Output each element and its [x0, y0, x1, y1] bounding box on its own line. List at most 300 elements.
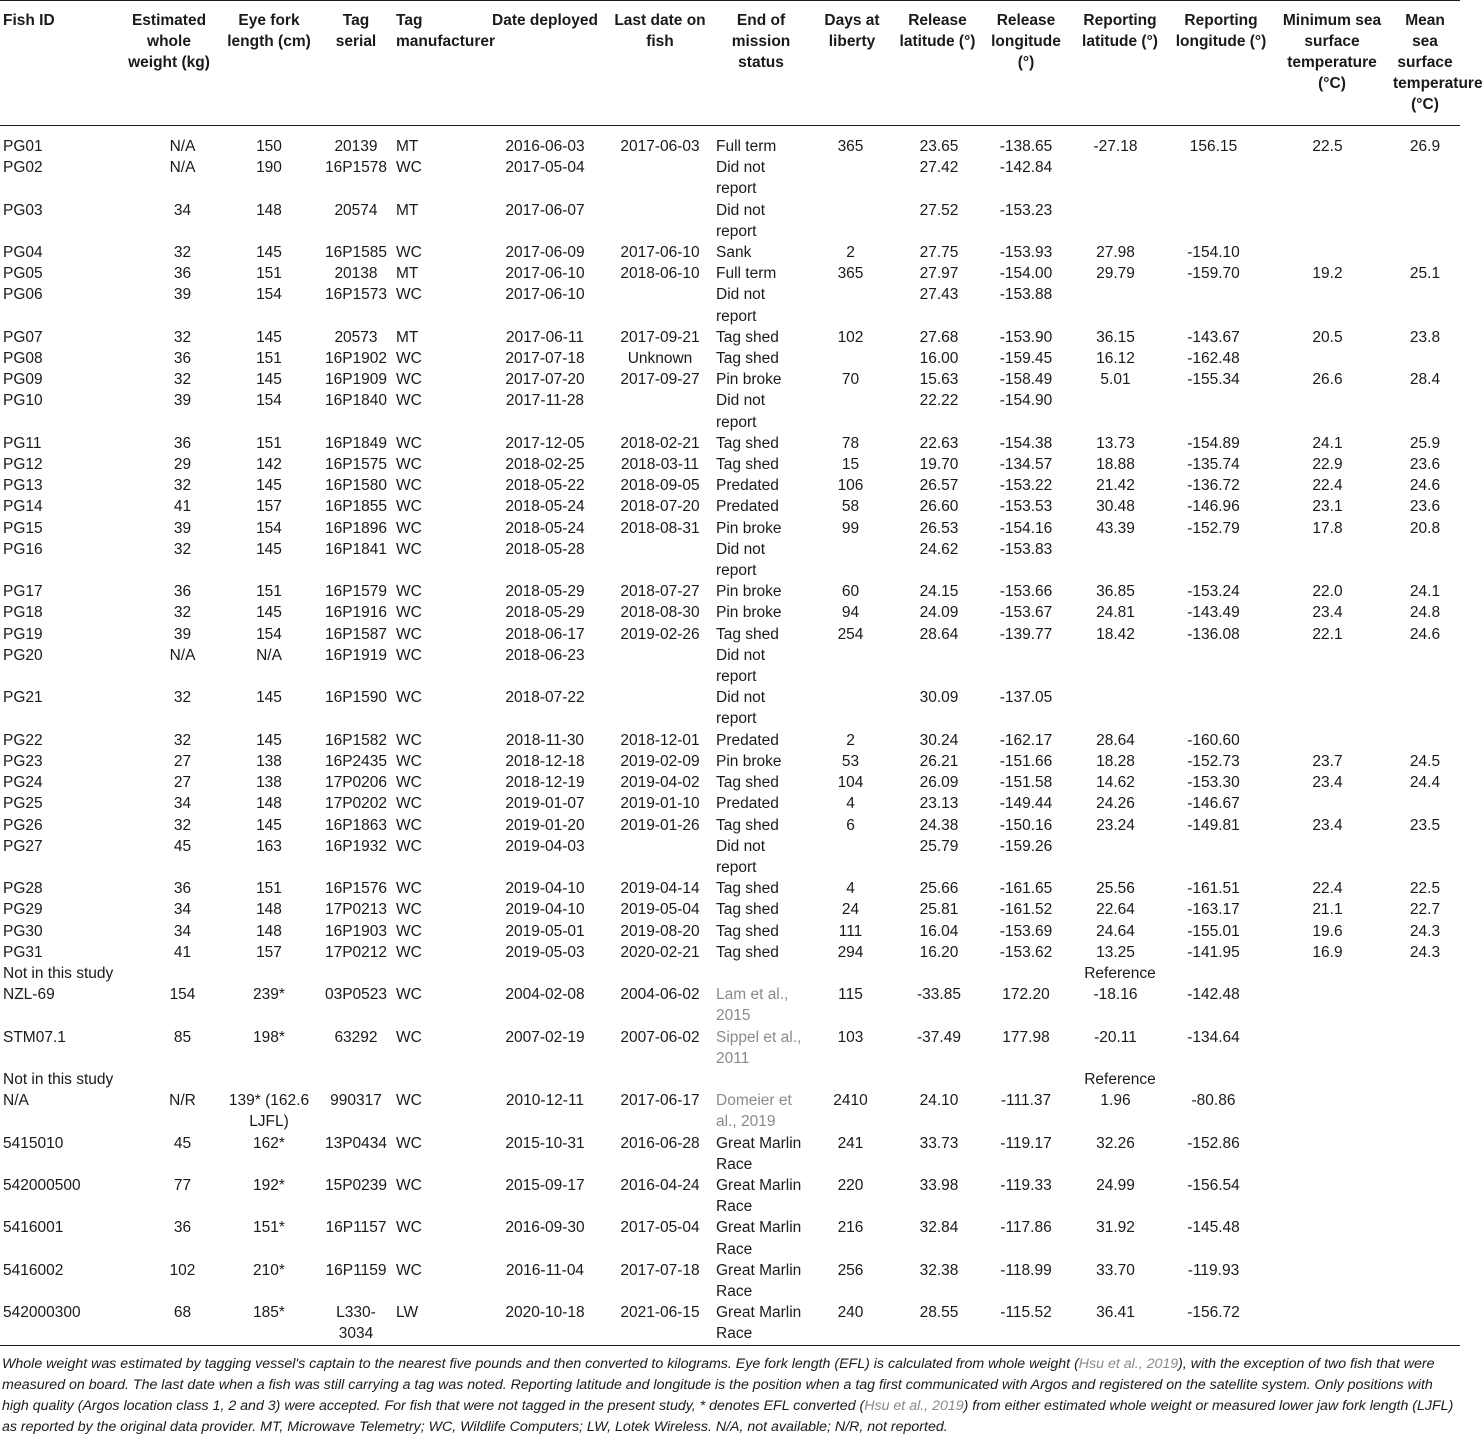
table-footnote — [0, 1346, 1460, 1438]
table-cell: -146.96 — [1187, 498, 1240, 516]
table-cell: 20.5 — [1312, 328, 1343, 346]
table-cell: 2018-06-10 — [620, 265, 700, 283]
table-cell: 2018-06-17 — [505, 625, 585, 643]
table-cell: 103 — [837, 1028, 864, 1046]
table-cell: 111 — [838, 922, 863, 940]
table-cell: -136.72 — [1187, 477, 1240, 495]
table-cell: 365 — [837, 138, 864, 155]
table-cell: -160.60 — [1187, 731, 1240, 749]
empty-cell — [1274, 1090, 1390, 1132]
table-cell: 16P1580 — [324, 477, 388, 495]
table-cell — [607, 836, 713, 878]
table-cell: 2019-08-20 — [620, 922, 700, 940]
table-cell — [1274, 284, 1390, 326]
table-row — [0, 772, 1460, 793]
table-cell: 145 — [256, 731, 282, 749]
table-row — [0, 1090, 1460, 1132]
table-cell: -142.48 — [1187, 986, 1240, 1004]
table-cell: 177.98 — [1002, 1028, 1050, 1046]
table-cell: PG11 — [3, 434, 42, 452]
table-cell: -138.65 — [999, 138, 1053, 155]
table-cell: 78 — [841, 434, 860, 452]
table-cell: 32 — [173, 689, 192, 707]
table-cell: 151 — [256, 434, 282, 452]
table-cell: WC — [396, 1219, 422, 1237]
table-cell: 16P1903 — [324, 922, 388, 940]
table-cell: 2019-05-01 — [505, 922, 585, 940]
column-header: Reporting latitude (°) — [1082, 12, 1158, 50]
table-cell — [809, 539, 895, 581]
column-header: Days at liberty — [824, 12, 880, 50]
table-cell: 145 — [256, 328, 282, 346]
table-cell: 27.98 — [1096, 244, 1135, 262]
table-cell: 30.24 — [919, 731, 959, 749]
table-cell: 43.39 — [1096, 519, 1135, 537]
table-cell: 115 — [838, 986, 863, 1004]
column-header: Tag manufacturer — [396, 12, 496, 50]
table-cell: 2018-07-22 — [505, 689, 585, 707]
table-cell: 154 — [256, 392, 282, 410]
table-cell: -153.88 — [999, 286, 1053, 304]
table-cell: 148 — [256, 795, 282, 813]
table-cell: -161.65 — [999, 880, 1053, 898]
table-cell: MT — [396, 265, 419, 283]
footnote-text: Whole weight was estimated by tagging vessel's captain to the nearest five pounds and then converted to kilograms. Eye fork length (EFL) is calculated from whole weight ( — [2, 1355, 1079, 1372]
table-cell: -162.17 — [999, 731, 1053, 749]
table-cell: 53 — [841, 752, 860, 770]
table-cell: WC — [396, 434, 422, 452]
column-header: Minimum sea surface temperature (°C) — [1282, 12, 1382, 92]
table-cell: 145 — [256, 816, 282, 834]
table-cell — [1274, 242, 1390, 263]
table-cell: 2018-12-01 — [620, 731, 700, 749]
table-cell — [1168, 539, 1274, 581]
table-cell: 23.1 — [1312, 498, 1343, 516]
table-cell: PG31 — [3, 943, 43, 961]
table-cell: 16P1863 — [324, 816, 388, 834]
table-cell: Pin broke — [716, 371, 782, 389]
table-cell: 6 — [846, 816, 855, 834]
table-cell: 36.41 — [1096, 1304, 1135, 1322]
table-cell: 2017-07-20 — [505, 371, 585, 389]
table-cell: 16P1849 — [324, 434, 388, 452]
table-cell[interactable]: Domeier et al., 2019 — [716, 1092, 792, 1131]
table-row — [0, 687, 1460, 729]
table-row — [0, 815, 1460, 836]
table-cell: PG18 — [3, 604, 43, 622]
table-cell: Tag shed — [716, 774, 779, 792]
table-cell: 24.81 — [1096, 604, 1135, 622]
table-cell: Tag shed — [716, 816, 779, 834]
table-cell: PG01 — [3, 138, 43, 155]
table-cell: WC — [396, 986, 422, 1004]
table-row — [0, 327, 1460, 348]
table-cell: -117.86 — [1000, 1219, 1052, 1237]
table-cell: 2018-12-19 — [505, 774, 585, 792]
empty-cell — [1390, 1217, 1460, 1259]
table-cell: 154 — [169, 986, 196, 1004]
table-cell: 28.55 — [919, 1304, 959, 1322]
table-cell: -162.48 — [1187, 350, 1240, 368]
table-cell: -159.70 — [1187, 265, 1240, 283]
table-cell — [1274, 793, 1390, 814]
table-cell: -151.58 — [999, 774, 1053, 792]
table-cell: 22.5 — [1409, 880, 1441, 898]
table-cell: Did not report — [716, 201, 766, 240]
table-cell: 2017-06-11 — [505, 328, 585, 346]
table-cell: 157 — [256, 498, 282, 516]
table-cell: 16P1157 — [325, 1219, 387, 1237]
table-cell: 294 — [837, 943, 864, 961]
table-cell: 2016-11-04 — [505, 1261, 585, 1279]
table-cell: 94 — [841, 604, 860, 622]
table-cell — [1390, 730, 1460, 751]
table-cell: 24.3 — [1409, 943, 1441, 961]
table-cell: WC — [396, 286, 422, 304]
table-cell: 22.64 — [1096, 901, 1135, 919]
table-cell: LW — [396, 1304, 419, 1322]
table-cell: WC — [396, 159, 422, 177]
table-cell: 21.1 — [1312, 901, 1343, 919]
table-cell: PG07 — [3, 328, 43, 346]
table-row — [0, 126, 1460, 158]
table-cell: -154.89 — [1187, 434, 1240, 452]
table-row — [0, 263, 1460, 284]
table-cell: 34 — [173, 795, 192, 813]
table-cell: 2019-02-26 — [620, 625, 700, 643]
table-cell: Pin broke — [716, 519, 782, 537]
table-cell: 542000500 — [3, 1176, 81, 1194]
table-cell — [1072, 836, 1168, 878]
table-cell: 33.73 — [919, 1134, 959, 1152]
table-cell: 32.26 — [1096, 1134, 1135, 1152]
table-cell: 2017-07-18 — [620, 1261, 700, 1279]
table-cell — [980, 645, 1072, 687]
table-cell: 148 — [256, 922, 282, 940]
table-cell: -20.11 — [1094, 1028, 1137, 1046]
table-cell: 4 — [846, 795, 855, 813]
empty-cell — [1390, 1260, 1460, 1302]
table-cell: 27.52 — [919, 201, 959, 219]
table-cell: 239* — [253, 986, 285, 1004]
table-cell — [1390, 793, 1460, 814]
table-cell: -111.37 — [1000, 1092, 1052, 1110]
table-cell: Great Marlin Race — [716, 1134, 802, 1173]
table-cell: -156.54 — [1187, 1176, 1240, 1194]
footnote-citation[interactable]: Hsu et al., 2019 — [1078, 1355, 1179, 1372]
table-cell: -161.52 — [999, 901, 1053, 919]
table-cell: 2018-05-24 — [505, 519, 585, 537]
table-cell — [1274, 157, 1390, 199]
table-row — [0, 921, 1460, 942]
table-cell: MT — [396, 328, 419, 346]
table-cell: NZL-69 — [3, 986, 55, 1004]
table-cell: 2018-07-20 — [620, 498, 700, 516]
footnote-citation[interactable]: Hsu et al., 2019 — [864, 1397, 964, 1414]
table-row — [0, 602, 1460, 623]
table-cell: 16P1578 — [324, 159, 388, 177]
table-cell: -153.67 — [999, 604, 1053, 622]
table-cell: 17P0206 — [324, 774, 388, 792]
column-header: Tag serial — [335, 12, 377, 50]
table-cell: 28.64 — [919, 625, 959, 643]
table-cell: 29.79 — [1096, 265, 1135, 283]
table-cell[interactable]: Lam et al., 2015 — [716, 986, 789, 1025]
table-cell: Did not report — [716, 837, 766, 876]
table-cell — [1390, 157, 1460, 199]
column-header: End of mission status — [731, 12, 791, 71]
table-cell — [1274, 645, 1390, 687]
table-cell: 365 — [837, 265, 864, 283]
table-cell: WC — [396, 752, 422, 770]
table-cell: WC — [396, 456, 422, 474]
table-cell — [809, 200, 895, 242]
table-cell: 60 — [841, 583, 860, 601]
table-cell — [1390, 348, 1460, 369]
table-cell: 148 — [256, 201, 282, 219]
table-cell — [1072, 687, 1168, 729]
table-cell: WC — [396, 477, 422, 495]
table-cell: -136.08 — [1187, 625, 1240, 643]
table-cell: WC — [396, 837, 422, 855]
table-row — [0, 390, 1460, 432]
empty-cell — [1274, 1133, 1390, 1175]
table-cell: WC — [396, 689, 422, 707]
table-cell: Tag shed — [716, 943, 779, 961]
table-row — [0, 836, 1460, 878]
table-cell: 36 — [173, 1219, 192, 1237]
table-cell: 22.0 — [1312, 583, 1343, 601]
footnote-text: ) from either estimated whole weight or measured lower jaw fork length (LJFL) as reported by the original data provider. MT, Microwave Telemetry; WC, Wildlife Computers; LW, Lotek Wireless. N/A, not available; N/R, not reported. — [2, 1397, 1454, 1435]
table-cell: Tag shed — [716, 625, 779, 643]
table-cell: Did not report — [716, 286, 766, 325]
table-cell — [809, 836, 895, 878]
empty-cell — [1274, 1175, 1390, 1217]
table-cell: Tag shed — [716, 901, 779, 919]
table-cell — [1168, 687, 1274, 729]
table-cell — [607, 157, 713, 199]
table-cell: 36 — [173, 583, 192, 601]
table-cell: Great Marlin Race — [716, 1304, 802, 1343]
table-cell: PG23 — [3, 752, 43, 770]
table-cell: 34 — [173, 201, 192, 219]
table-cell: 2015-10-31 — [505, 1134, 585, 1152]
table-cell: N/A — [256, 646, 282, 664]
empty-cell — [393, 1069, 1072, 1090]
table-cell: WC — [396, 795, 422, 813]
table-cell — [1274, 836, 1390, 878]
table-cell: L330-3034 — [336, 1304, 376, 1343]
table-cell: 26.60 — [919, 498, 959, 516]
table-cell: N/R — [169, 1092, 196, 1110]
table-cell: WC — [396, 583, 422, 601]
table-cell: -153.22 — [999, 477, 1053, 495]
table-cell: 24.26 — [1096, 795, 1135, 813]
table-cell: 45 — [173, 1134, 192, 1152]
table-cell — [1168, 836, 1274, 878]
table-row — [0, 751, 1460, 772]
column-header: Date deployed — [492, 12, 598, 29]
table-cell: 2019-05-03 — [505, 943, 585, 961]
table-cell: 148 — [256, 901, 282, 919]
table-cell: -153.69 — [999, 922, 1053, 940]
table-cell: 36 — [173, 880, 192, 898]
table-cell: 2004-06-02 — [620, 986, 700, 1004]
table-cell: 151 — [256, 265, 282, 283]
table-cell: 24.5 — [1409, 752, 1441, 770]
table-cell: 26.21 — [919, 752, 959, 770]
empty-cell — [1274, 1260, 1390, 1302]
table-cell: 185* — [253, 1304, 285, 1322]
table-header-row — [0, 1, 1460, 126]
table-cell: WC — [396, 1028, 422, 1046]
table-cell: 20.8 — [1409, 519, 1441, 537]
table-cell: 20138 — [334, 265, 378, 283]
table-cell: 15P0239 — [324, 1176, 388, 1194]
table-cell: 2018-05-22 — [505, 477, 585, 495]
table-cell: PG12 — [3, 456, 43, 474]
table-cell: 39 — [173, 392, 192, 410]
table-cell: 2018-05-28 — [505, 540, 585, 558]
table-cell: N/A — [169, 138, 196, 155]
table-cell: 19.2 — [1312, 265, 1343, 283]
table-cell: Tag shed — [716, 328, 779, 346]
table-cell: 23.4 — [1312, 816, 1343, 834]
table-cell: Pin broke — [716, 752, 782, 770]
table-cell: 18.42 — [1096, 625, 1135, 643]
table-cell: 5416001 — [3, 1219, 64, 1237]
table-cell — [607, 390, 713, 432]
table-cell: 23.7 — [1312, 752, 1343, 770]
table-cell: 145 — [256, 371, 282, 389]
table-cell: 2007-06-02 — [620, 1028, 700, 1046]
table-cell: -143.67 — [1187, 328, 1240, 346]
table-cell: 138 — [256, 774, 282, 792]
table-cell: Predated — [716, 498, 779, 516]
table-row — [0, 433, 1460, 454]
table-cell: 145 — [256, 604, 282, 622]
table-cell: 2018-11-30 — [505, 731, 585, 749]
table-cell: 2004-02-08 — [505, 986, 585, 1004]
table-cell: 20574 — [334, 201, 378, 219]
table-cell: 2019-04-14 — [620, 880, 700, 898]
table-cell: PG14 — [3, 498, 43, 516]
table-cell: 24.38 — [919, 816, 959, 834]
table-cell: 216 — [837, 1219, 864, 1237]
table-cell — [607, 645, 713, 687]
table-cell: Great Marlin Race — [716, 1176, 802, 1216]
table-cell — [1168, 390, 1274, 432]
table-cell: WC — [396, 731, 422, 749]
table-cell: 2017-06-10 — [505, 265, 585, 283]
table-cell: -153.66 — [999, 583, 1053, 601]
table-cell — [1390, 539, 1460, 581]
table-cell: 2017-05-04 — [620, 1219, 700, 1237]
table-cell: -27.18 — [1093, 138, 1138, 155]
table-cell: -155.01 — [1187, 922, 1240, 940]
table-cell: 32 — [173, 328, 192, 346]
table-cell: 2019-04-10 — [505, 880, 585, 898]
table-cell: 138 — [256, 752, 282, 770]
table-cell: 24 — [841, 901, 860, 919]
section-header-row — [0, 1069, 1460, 1090]
table-cell: 24.64 — [1096, 922, 1135, 940]
table-cell: 2 — [846, 731, 855, 749]
table-cell: -153.90 — [999, 328, 1053, 346]
table-cell: -153.93 — [999, 244, 1053, 262]
table-cell: 2018-09-05 — [620, 477, 700, 495]
table-cell: 32 — [173, 477, 192, 495]
table-cell: 22.9 — [1312, 456, 1343, 474]
table-cell: -18.16 — [1093, 986, 1138, 1004]
table-cell: 220 — [837, 1176, 864, 1194]
table-row — [0, 348, 1460, 369]
table-body — [0, 126, 1460, 1346]
table-cell: 24.15 — [919, 583, 959, 601]
footnote-text: ), with the exception of two fish that were measured on board. The last date when a fish was still carrying a tag was noted. Reporting latitude and longitude is the position when a tag first communicated with Argos and registered on the satellite system. Only positions with high quality (Argos location class 1, 2 and 3) were accepted. For fish that were not tagged in the present study, * denotes EFL converted ( — [2, 1355, 1435, 1414]
table-cell: 198* — [253, 1028, 285, 1046]
table-cell: 32 — [173, 371, 192, 389]
table-cell: WC — [396, 880, 422, 898]
table-cell: Predated — [716, 477, 779, 495]
table-cell: Tag shed — [716, 456, 779, 474]
table-cell: 22.22 — [919, 392, 959, 410]
table-cell: WC — [396, 519, 422, 537]
table-cell: -119.33 — [1000, 1176, 1052, 1194]
table-cell: 14.62 — [1096, 774, 1135, 792]
table-cell: 2018-06-23 — [505, 646, 585, 664]
table-cell: 32 — [173, 244, 192, 262]
table-cell: 32 — [173, 816, 192, 834]
table-cell: 210* — [253, 1261, 285, 1279]
empty-cell — [1390, 1027, 1460, 1069]
table-row — [0, 1175, 1460, 1217]
table-cell: PG10 — [3, 392, 43, 410]
table-cell: 32 — [173, 731, 192, 749]
table-cell: PG04 — [3, 244, 43, 262]
table-cell: 30.09 — [919, 689, 959, 707]
table-cell: 26.6 — [1312, 371, 1343, 389]
table-cell: 2018-08-31 — [620, 519, 700, 537]
table-row — [0, 1302, 1460, 1345]
table-cell: -143.49 — [1187, 604, 1240, 622]
table-cell: 27.43 — [919, 286, 959, 304]
table-cell: 33.98 — [919, 1176, 959, 1194]
table-cell: -159.45 — [999, 350, 1053, 368]
empty-cell — [1390, 1090, 1460, 1132]
table-cell: 03P0523 — [324, 986, 388, 1004]
table-cell — [1390, 390, 1460, 432]
table-cell: 2020-02-21 — [620, 943, 700, 961]
table-cell: 15.63 — [919, 371, 959, 389]
table-cell: WC — [396, 943, 422, 961]
table-cell: -161.51 — [1187, 880, 1240, 898]
table-cell[interactable]: Sippel et al., 2011 — [716, 1028, 802, 1067]
table-cell: 27.75 — [919, 244, 959, 262]
table-cell: 27.68 — [919, 328, 959, 346]
table-cell: -156.72 — [1187, 1304, 1240, 1322]
table-cell: 32.84 — [919, 1219, 959, 1237]
table-cell: 2019-01-10 — [620, 795, 700, 813]
table-cell: 25.79 — [919, 837, 959, 855]
table-cell: -139.77 — [999, 625, 1053, 643]
empty-cell — [1274, 1217, 1390, 1259]
table-cell: 24.99 — [1096, 1176, 1135, 1194]
table-cell: 150 — [256, 138, 282, 155]
table-cell: 2017-07-18 — [505, 350, 585, 368]
table-cell: -154.38 — [999, 434, 1053, 452]
table-cell: Tag shed — [716, 350, 779, 368]
